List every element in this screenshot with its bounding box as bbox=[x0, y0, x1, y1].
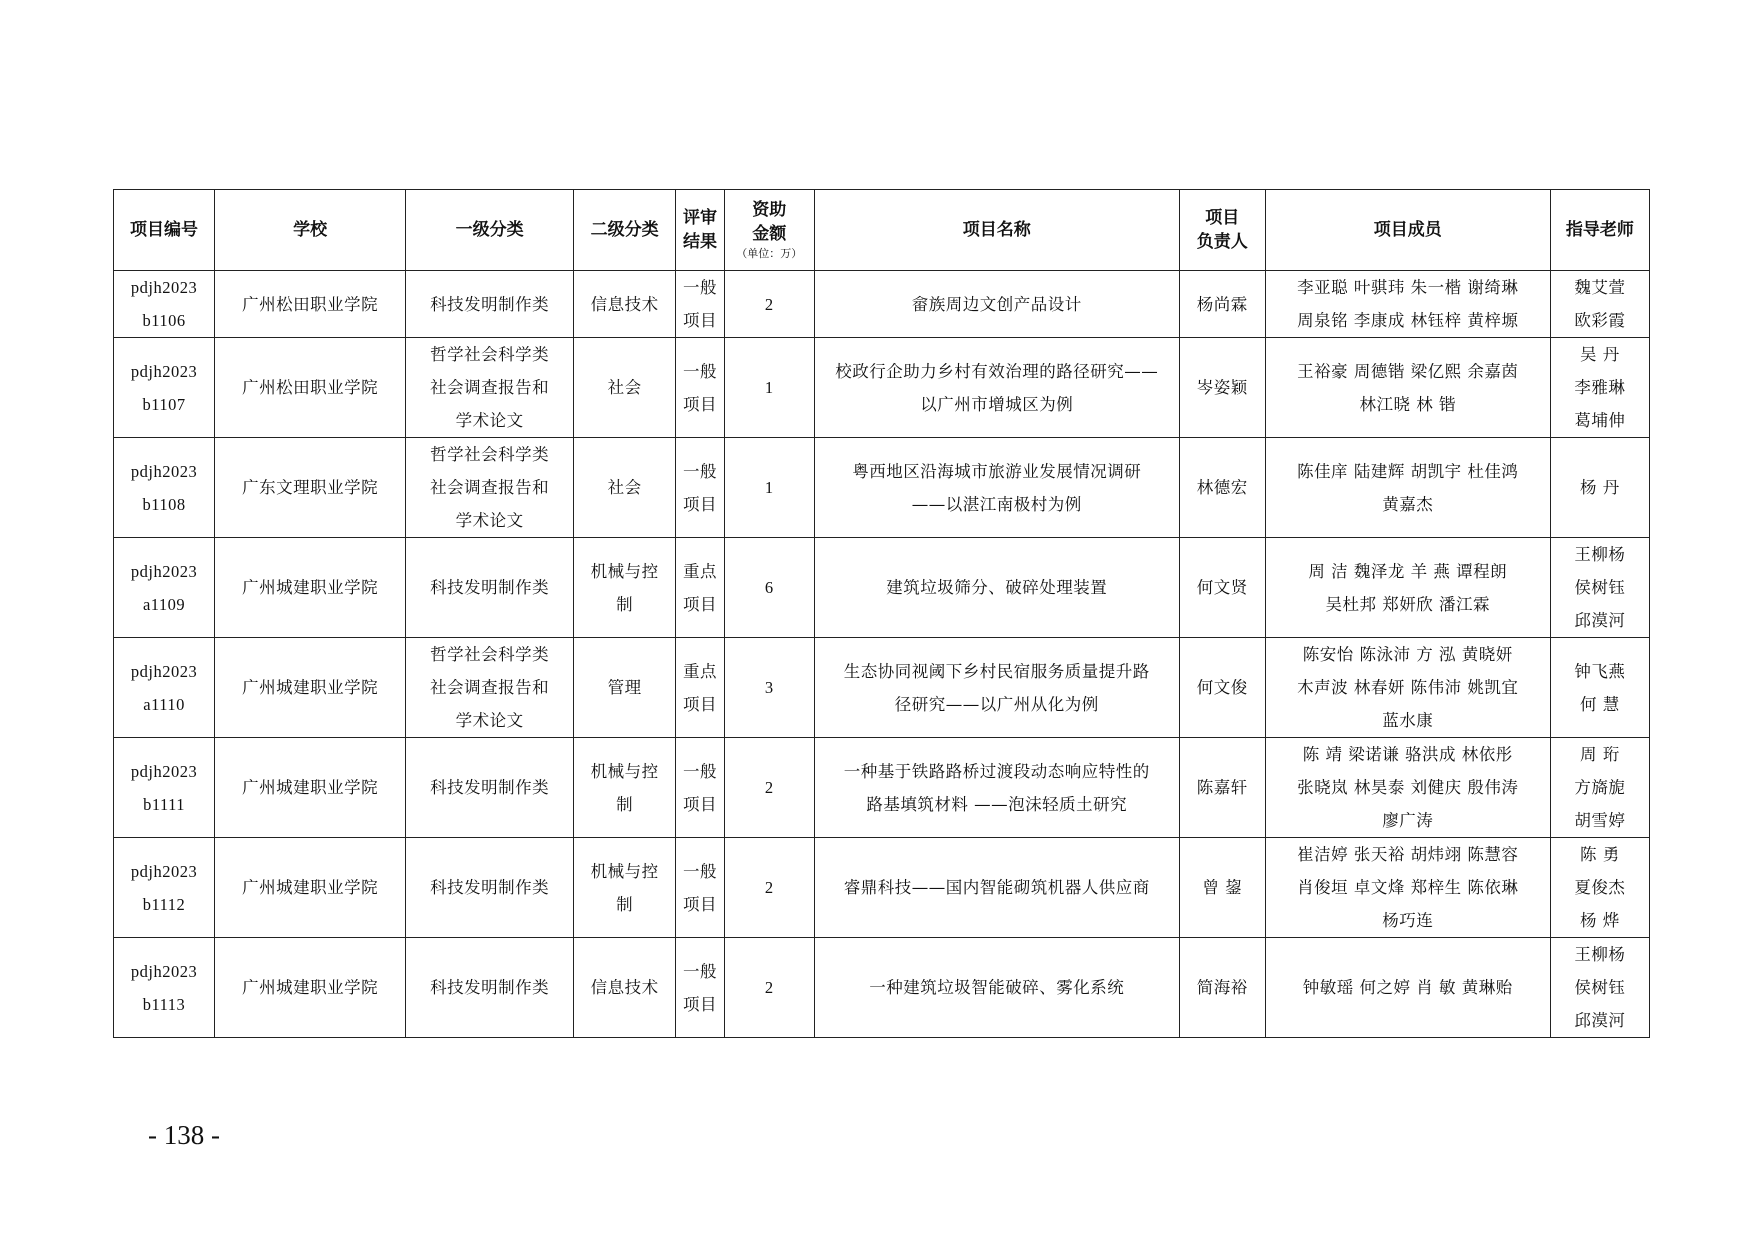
cell-members-line: 木声波 林春妍 陈伟沛 姚凯宜 bbox=[1297, 678, 1519, 697]
cell-name-line: 一种基于铁路路桥过渡段动态响应特性的 bbox=[843, 761, 1150, 781]
cell-cat1-line: 科技发明制作类 bbox=[430, 978, 550, 997]
cell-cat1-line: 哲学社会科学类 bbox=[430, 345, 550, 364]
cell-id-line: pdjh2023 bbox=[130, 361, 198, 381]
cell-members-line: 王裕豪 周德锴 梁亿熙 余嘉茵 bbox=[1297, 361, 1519, 381]
cell-members bbox=[1265, 271, 1550, 338]
cell-result-line: 一般 bbox=[682, 961, 717, 981]
cell-cat1-line: 哲学社会科学类 bbox=[430, 445, 550, 464]
cell-members-line: 吴杜邦 郑妍欣 潘江霖 bbox=[1325, 594, 1490, 614]
cell-school: 广州城建职业学院 bbox=[215, 638, 406, 738]
cell-id bbox=[114, 338, 215, 438]
cell-name-line: 睿鼎科技——国内智能砌筑机器人供应商 bbox=[843, 878, 1150, 897]
cell-amount: 3 bbox=[724, 638, 814, 738]
cell-members bbox=[1265, 738, 1550, 838]
header-amount bbox=[724, 190, 814, 271]
cell-cat2-line: 制 bbox=[616, 794, 634, 814]
cell-cat2-line: 制 bbox=[616, 594, 634, 614]
cell-amount: 6 bbox=[724, 538, 814, 638]
cell-leader: 杨尚霖 bbox=[1179, 271, 1265, 338]
header-result-line2: 结果 bbox=[682, 232, 717, 252]
header-row bbox=[114, 190, 1650, 271]
cell-advisor-line: 周 珩 bbox=[1580, 745, 1620, 764]
table-row bbox=[114, 838, 1650, 938]
cell-id bbox=[114, 738, 215, 838]
cell-advisor-line: 吴 丹 bbox=[1580, 345, 1620, 364]
cell-cat2-line: 机械与控 bbox=[590, 561, 659, 581]
cell-members-line: 李亚聪 叶骐玮 朱一楷 谢绮琳 bbox=[1297, 278, 1519, 297]
cell-advisor-line: 胡雪婷 bbox=[1574, 811, 1626, 830]
cell-cat2 bbox=[574, 271, 676, 338]
cell-cat1 bbox=[406, 438, 574, 538]
cell-name-line: 校政行企助力乡村有效治理的路径研究—— bbox=[835, 361, 1159, 381]
cell-advisor-line: 杨 烨 bbox=[1580, 911, 1620, 930]
cell-id-line: pdjh2023 bbox=[130, 461, 198, 481]
cell-members bbox=[1265, 538, 1550, 638]
cell-id-line: b1108 bbox=[142, 494, 186, 514]
cell-cat1 bbox=[406, 838, 574, 938]
cell-cat1 bbox=[406, 738, 574, 838]
cell-cat1-line: 社会调查报告和 bbox=[430, 478, 550, 497]
cell-members-line: 周泉铭 李康成 林钰梓 黄梓塬 bbox=[1297, 311, 1519, 330]
cell-members bbox=[1265, 938, 1550, 1038]
cell-id bbox=[114, 271, 215, 338]
cell-id bbox=[114, 838, 215, 938]
cell-cat1 bbox=[406, 338, 574, 438]
cell-name bbox=[814, 538, 1179, 638]
header-cat2: 二级分类 bbox=[574, 190, 676, 271]
cell-members-line: 陈佳庠 陆建辉 胡凯宇 杜佳鸿 bbox=[1297, 461, 1519, 481]
cell-result bbox=[676, 538, 725, 638]
cell-school: 广州松田职业学院 bbox=[215, 338, 406, 438]
project-table bbox=[113, 189, 1650, 1038]
cell-id-line: b1106 bbox=[142, 311, 186, 330]
cell-leader: 何文俊 bbox=[1179, 638, 1265, 738]
cell-school: 广州城建职业学院 bbox=[215, 738, 406, 838]
table-row bbox=[114, 938, 1650, 1038]
cell-id-line: a1110 bbox=[143, 694, 185, 714]
cell-members-line: 崔洁婷 张天裕 胡炜翊 陈慧容 bbox=[1297, 845, 1519, 864]
cell-name-line: 粤西地区沿海城市旅游业发展情况调研 bbox=[852, 461, 1142, 481]
cell-amount: 1 bbox=[724, 338, 814, 438]
cell-result-line: 项目 bbox=[682, 694, 717, 714]
cell-result-line: 项目 bbox=[682, 794, 717, 814]
cell-cat1-line: 科技发明制作类 bbox=[430, 294, 550, 314]
header-amount-line2: 金额 bbox=[752, 224, 787, 244]
cell-advisor-line: 王柳杨 bbox=[1574, 545, 1626, 564]
cell-name bbox=[814, 271, 1179, 338]
cell-members-line: 周 洁 魏泽龙 羊 燕 谭程朗 bbox=[1308, 561, 1508, 581]
header-advisor: 指导老师 bbox=[1550, 190, 1649, 271]
cell-advisor bbox=[1550, 338, 1649, 438]
cell-cat2 bbox=[574, 538, 676, 638]
cell-cat2 bbox=[574, 938, 676, 1038]
cell-advisor bbox=[1550, 438, 1649, 538]
cell-cat1-line: 哲学社会科学类 bbox=[430, 645, 550, 664]
cell-advisor-line: 杨 丹 bbox=[1580, 478, 1620, 497]
cell-school: 广州城建职业学院 bbox=[215, 938, 406, 1038]
cell-id bbox=[114, 638, 215, 738]
cell-name bbox=[814, 638, 1179, 738]
cell-cat1-line: 社会调查报告和 bbox=[430, 378, 550, 397]
cell-advisor bbox=[1550, 538, 1649, 638]
cell-members-line: 蓝水康 bbox=[1382, 711, 1434, 730]
cell-id-line: a1109 bbox=[142, 594, 186, 614]
cell-result bbox=[676, 638, 725, 738]
cell-cat2 bbox=[574, 738, 676, 838]
header-leader-line2: 负责人 bbox=[1196, 232, 1248, 252]
cell-result bbox=[676, 938, 725, 1038]
cell-result-line: 一般 bbox=[682, 461, 717, 481]
cell-name-line: 径研究——以广州从化为例 bbox=[894, 694, 1099, 714]
cell-result bbox=[676, 338, 725, 438]
cell-result-line: 项目 bbox=[682, 894, 717, 914]
cell-id-line: b1113 bbox=[142, 994, 186, 1014]
cell-advisor bbox=[1550, 271, 1649, 338]
cell-name-line: 畲族周边文创产品设计 bbox=[911, 294, 1082, 314]
cell-name-line: 建筑垃圾筛分、破碎处理装置 bbox=[886, 578, 1108, 597]
cell-advisor-line: 葛埔伸 bbox=[1574, 411, 1626, 430]
table-row bbox=[114, 271, 1650, 338]
cell-name-line: 路基填筑材料 ——泡沫轻质土研究 bbox=[866, 794, 1128, 814]
cell-advisor-line: 陈 勇 bbox=[1580, 845, 1620, 864]
header-amount-unit: （单位：万） bbox=[736, 247, 803, 260]
cell-id-line: pdjh2023 bbox=[130, 961, 198, 981]
cell-name-line: 生态协同视阈下乡村民宿服务质量提升路 bbox=[843, 661, 1150, 681]
cell-result-line: 重点 bbox=[682, 561, 717, 581]
cell-leader: 陈嘉轩 bbox=[1179, 738, 1265, 838]
cell-advisor-line: 方旖旎 bbox=[1574, 778, 1626, 797]
cell-advisor bbox=[1550, 838, 1649, 938]
header-id: 项目编号 bbox=[114, 190, 215, 271]
cell-school: 广州城建职业学院 bbox=[215, 538, 406, 638]
cell-result-line: 项目 bbox=[682, 594, 717, 614]
header-result-line1: 评审 bbox=[682, 208, 717, 228]
cell-members-line: 黄嘉杰 bbox=[1382, 494, 1434, 514]
header-members: 项目成员 bbox=[1265, 190, 1550, 271]
cell-cat2 bbox=[574, 338, 676, 438]
cell-members-line: 陈安怡 陈泳沛 方 泓 黄晓妍 bbox=[1302, 645, 1513, 664]
cell-result bbox=[676, 438, 725, 538]
cell-advisor-line: 魏艾萱 bbox=[1574, 278, 1626, 297]
cell-cat1 bbox=[406, 538, 574, 638]
cell-cat1-line: 科技发明制作类 bbox=[430, 878, 550, 897]
cell-id-line: pdjh2023 bbox=[130, 561, 198, 581]
cell-cat1-line: 学术论文 bbox=[455, 511, 524, 530]
cell-members-line: 钟敏瑶 何之婷 肖 敏 黄琳贻 bbox=[1302, 978, 1513, 997]
cell-advisor-line: 夏俊杰 bbox=[1574, 878, 1626, 897]
table-row bbox=[114, 438, 1650, 538]
cell-cat2 bbox=[574, 838, 676, 938]
cell-result-line: 项目 bbox=[682, 494, 717, 514]
cell-leader: 林德宏 bbox=[1179, 438, 1265, 538]
table-row bbox=[114, 538, 1650, 638]
cell-cat1 bbox=[406, 938, 574, 1038]
cell-members bbox=[1265, 638, 1550, 738]
cell-cat1-line: 科技发明制作类 bbox=[430, 578, 550, 597]
cell-id-line: pdjh2023 bbox=[130, 278, 198, 297]
cell-id-line: b1112 bbox=[142, 894, 186, 914]
cell-members bbox=[1265, 838, 1550, 938]
cell-advisor-line: 何 慧 bbox=[1580, 694, 1620, 714]
table-row bbox=[114, 338, 1650, 438]
cell-leader: 曾 鋆 bbox=[1179, 838, 1265, 938]
cell-result-line: 一般 bbox=[682, 761, 717, 781]
cell-result-line: 一般 bbox=[682, 361, 717, 381]
cell-cat1-line: 科技发明制作类 bbox=[430, 778, 550, 797]
cell-members-line: 廖广涛 bbox=[1382, 811, 1434, 830]
cell-advisor-line: 王柳杨 bbox=[1574, 945, 1626, 964]
cell-name-line: 一种建筑垃圾智能破碎、雾化系统 bbox=[869, 978, 1125, 997]
cell-result-line: 一般 bbox=[682, 861, 717, 881]
cell-members-line: 林江晓 林 锴 bbox=[1359, 394, 1456, 414]
cell-amount: 1 bbox=[724, 438, 814, 538]
cell-cat2-line: 管理 bbox=[607, 678, 642, 697]
cell-result bbox=[676, 271, 725, 338]
cell-members-line: 张晓岚 林昊泰 刘健庆 殷伟涛 bbox=[1297, 778, 1519, 797]
cell-advisor-line: 钟飞燕 bbox=[1574, 661, 1626, 681]
cell-id-line: b1111 bbox=[143, 794, 186, 814]
cell-leader: 简海裕 bbox=[1179, 938, 1265, 1038]
cell-id-line: pdjh2023 bbox=[130, 861, 198, 881]
cell-members-line: 杨巧连 bbox=[1382, 911, 1434, 930]
cell-cat1 bbox=[406, 638, 574, 738]
cell-leader: 岑姿颖 bbox=[1179, 338, 1265, 438]
header-name: 项目名称 bbox=[814, 190, 1179, 271]
cell-school: 广州松田职业学院 bbox=[215, 271, 406, 338]
table-row bbox=[114, 638, 1650, 738]
cell-name-line: 以广州市增城区为例 bbox=[920, 394, 1074, 414]
cell-cat1-line: 学术论文 bbox=[455, 411, 524, 430]
cell-advisor-line: 侯树钰 bbox=[1574, 978, 1626, 997]
cell-advisor-line: 欧彩霞 bbox=[1574, 311, 1626, 330]
header-cat1: 一级分类 bbox=[406, 190, 574, 271]
cell-id bbox=[114, 538, 215, 638]
cell-amount: 2 bbox=[724, 738, 814, 838]
cell-result-line: 重点 bbox=[682, 661, 717, 681]
cell-advisor-line: 邱漠河 bbox=[1574, 1011, 1626, 1030]
cell-name bbox=[814, 838, 1179, 938]
cell-cat2 bbox=[574, 438, 676, 538]
cell-school: 广东文理职业学院 bbox=[215, 438, 406, 538]
cell-cat2-line: 制 bbox=[616, 894, 634, 914]
cell-members bbox=[1265, 438, 1550, 538]
cell-id-line: b1107 bbox=[142, 394, 186, 414]
cell-id-line: pdjh2023 bbox=[130, 661, 198, 681]
cell-cat2 bbox=[574, 638, 676, 738]
cell-advisor bbox=[1550, 938, 1649, 1038]
cell-members bbox=[1265, 338, 1550, 438]
header-leader-line1: 项目 bbox=[1205, 208, 1240, 228]
cell-amount: 2 bbox=[724, 271, 814, 338]
cell-school: 广州城建职业学院 bbox=[215, 838, 406, 938]
cell-advisor-line: 李雅琳 bbox=[1574, 378, 1626, 397]
cell-cat1 bbox=[406, 271, 574, 338]
cell-cat2-line: 信息技术 bbox=[590, 294, 659, 314]
cell-cat2-line: 机械与控 bbox=[590, 861, 659, 881]
cell-name bbox=[814, 438, 1179, 538]
cell-leader: 何文贤 bbox=[1179, 538, 1265, 638]
cell-cat2-line: 社会 bbox=[607, 378, 642, 397]
cell-result-line: 一般 bbox=[682, 278, 717, 297]
cell-cat2-line: 信息技术 bbox=[590, 978, 659, 997]
cell-advisor-line: 侯树钰 bbox=[1574, 578, 1626, 597]
cell-cat2-line: 机械与控 bbox=[590, 761, 659, 781]
header-result bbox=[676, 190, 725, 271]
table-row bbox=[114, 738, 1650, 838]
header-school: 学校 bbox=[215, 190, 406, 271]
cell-name-line: ——以湛江南极村为例 bbox=[911, 494, 1082, 514]
cell-cat2-line: 社会 bbox=[607, 478, 642, 497]
cell-id-line: pdjh2023 bbox=[130, 761, 198, 781]
cell-members-line: 陈 靖 梁诺谦 骆洪成 林依彤 bbox=[1302, 745, 1513, 764]
cell-advisor-line: 邱漠河 bbox=[1574, 611, 1626, 630]
cell-result-line: 项目 bbox=[682, 394, 717, 414]
cell-result-line: 项目 bbox=[682, 994, 717, 1014]
cell-name bbox=[814, 338, 1179, 438]
header-amount-line1: 资助 bbox=[752, 200, 787, 220]
cell-name bbox=[814, 738, 1179, 838]
cell-result bbox=[676, 838, 725, 938]
cell-id bbox=[114, 938, 215, 1038]
page-number: - 138 - bbox=[148, 1120, 220, 1150]
cell-advisor bbox=[1550, 638, 1649, 738]
cell-result-line: 项目 bbox=[682, 311, 717, 330]
cell-cat1-line: 社会调查报告和 bbox=[430, 678, 550, 697]
cell-id bbox=[114, 438, 215, 538]
header-leader bbox=[1179, 190, 1265, 271]
cell-amount: 2 bbox=[724, 838, 814, 938]
cell-cat1-line: 学术论文 bbox=[455, 711, 524, 730]
cell-result bbox=[676, 738, 725, 838]
cell-advisor bbox=[1550, 738, 1649, 838]
cell-members-line: 肖俊垣 卓文烽 郑梓生 陈依琳 bbox=[1297, 878, 1519, 897]
cell-amount: 2 bbox=[724, 938, 814, 1038]
cell-name bbox=[814, 938, 1179, 1038]
